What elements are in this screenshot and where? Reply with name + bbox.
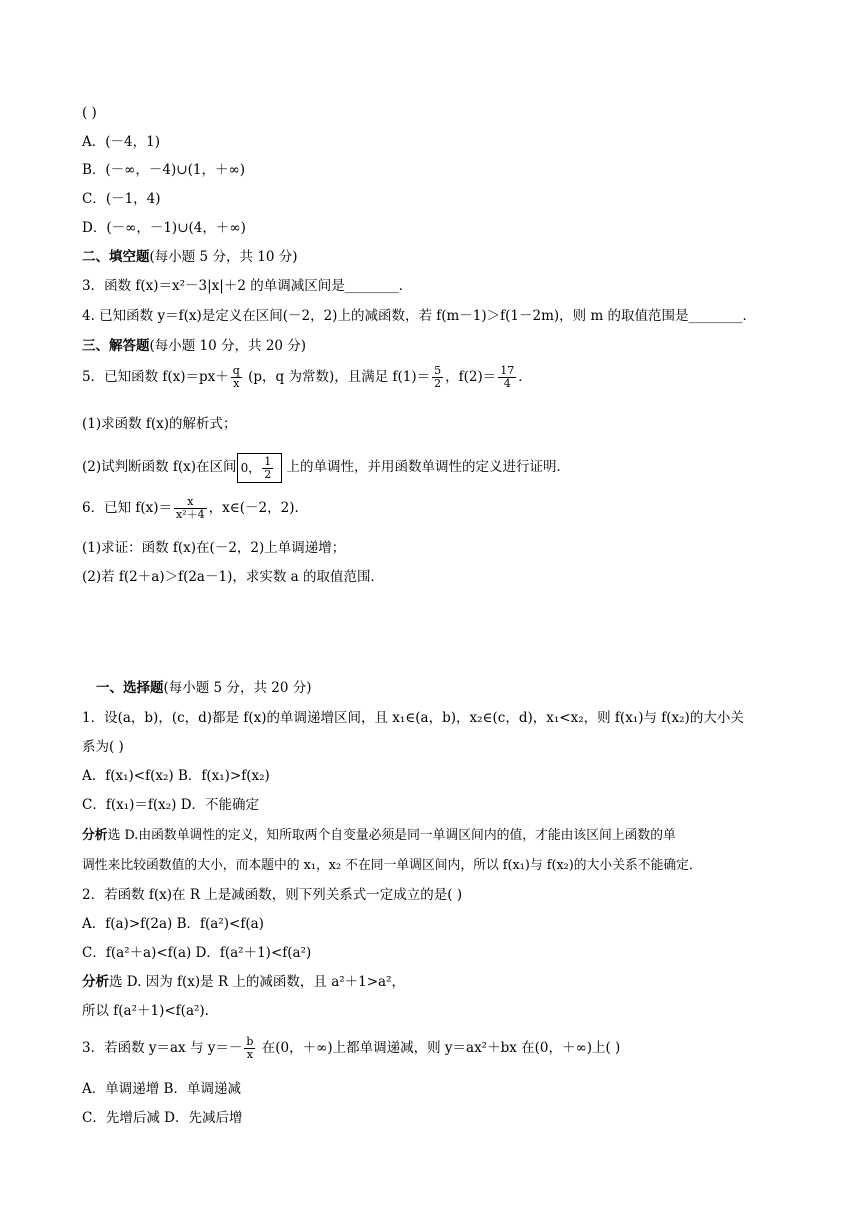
q6-text-b: ，x∈(－2，2). bbox=[208, 500, 299, 516]
b-question-1-line-1: 1．设(a，b)，(c，d)都是 f(x)的单调递增区间，且 x₁∈(a，b)，x₂∈(c，d)，x₁<x₂，则 f(x₁)与 f(x₂)的大小关 bbox=[82, 710, 744, 726]
question-4: 4. 已知函数 y＝f(x)是定义在区间(－2，2)上的减函数，若 f(m－1)＞f(1－2m)，则 m 的取值范围是________． bbox=[82, 308, 757, 324]
question-5-part-2 bbox=[82, 452, 570, 483]
question-6-part-2: (2)若 f(2＋a)＞f(2a－1)，求实数 a 的取值范围． bbox=[82, 569, 384, 585]
b-q3-fraction bbox=[244, 1036, 255, 1061]
b-question-1-options-cd: C．f(x₁)＝f(x₂) D．不能确定 bbox=[82, 797, 260, 813]
q5-text-d: ． bbox=[518, 369, 532, 385]
b-question-2-options-ab: A．f(a)>f(2a) B．f(a²)<f(a) bbox=[82, 916, 264, 932]
q5-f2-den: 4 bbox=[498, 377, 516, 390]
question-5-part-1: (1)求函数 f(x)的解析式； bbox=[82, 416, 237, 432]
b-question-1-line-2: 系为( ) bbox=[82, 739, 124, 755]
q5-2-text-b: 上的单调性，并用函数单调性的定义进行证明． bbox=[282, 459, 570, 475]
section-2-title: 二、填空题 bbox=[82, 249, 150, 265]
analysis-2-line-1 bbox=[82, 973, 405, 991]
b-question-3-options-cd: C．先增后减 D．先减后增 bbox=[82, 1110, 243, 1126]
section-1-note: (每小题 5 分，共 20 分) bbox=[163, 680, 312, 696]
b-question-2: 2．若函数 f(x)在 R 上是减函数，则下列关系式一定成立的是( ) bbox=[82, 887, 463, 903]
question-6-part-1: (1)求证：函数 f(x)在(－2，2)上单调递增； bbox=[82, 540, 346, 556]
q5-2-frac-den: 2 bbox=[264, 467, 272, 481]
option-c: C．(－1，4) bbox=[82, 191, 161, 207]
q5-2-interval bbox=[237, 453, 279, 483]
q5-frac-den: x bbox=[231, 377, 242, 390]
b-question-2-options-cd: C．f(a²＋a)<f(a) D．f(a²＋1)<f(a²) bbox=[82, 945, 312, 961]
question-5 bbox=[82, 364, 532, 390]
q5-fraction-f1 bbox=[432, 365, 443, 390]
question-3: 3．函数 f(x)＝x²－3|x|＋2 的单调减区间是________． bbox=[82, 278, 413, 294]
q5-2-interval-left: 0， bbox=[240, 460, 261, 475]
q5-f1-num: 5 bbox=[434, 364, 442, 377]
section-2-heading bbox=[82, 248, 297, 266]
section-3-title: 三、解答题 bbox=[82, 338, 150, 354]
b-question-1-options-ab: A．f(x₁)<f(x₂) B．f(x₁)>f(x₂) bbox=[82, 768, 270, 784]
section-1-title: 一、选择题 bbox=[96, 680, 164, 696]
analysis-1-text: 选 D.由函数单调性的定义，知所取两个自变量必须是同一单调区间内的值，才能由该区间上函数的单 bbox=[107, 828, 676, 843]
section-2-note: (每小题 5 分，共 10 分) bbox=[149, 249, 298, 265]
q5-f1-den: 2 bbox=[434, 377, 442, 390]
section-3-note: (每小题 10 分，共 20 分) bbox=[149, 338, 307, 354]
section-3-heading bbox=[82, 337, 306, 355]
b-q3-frac-den: x bbox=[244, 1048, 255, 1061]
q5-fraction-f2 bbox=[498, 365, 516, 390]
answer-paren: ( ) bbox=[82, 105, 97, 121]
analysis-2-line-2: 所以 f(a²＋1)<f(a²). bbox=[82, 1003, 209, 1019]
b-question-3 bbox=[82, 1034, 620, 1062]
q6-text-a: 6．已知 f(x)＝ bbox=[82, 500, 173, 516]
option-a: A．(－4，1) bbox=[82, 134, 160, 150]
analysis-1-line-1 bbox=[82, 827, 676, 845]
analysis-2-label: 分析 bbox=[82, 974, 109, 990]
option-d: D．(－∞，－1)∪(4，＋∞) bbox=[82, 220, 246, 236]
q5-text-a: 5．已知函数 f(x)＝px＋ bbox=[82, 369, 229, 385]
q6-frac-den: x²＋4 bbox=[176, 508, 205, 521]
q6-frac-num: x bbox=[187, 495, 194, 508]
b-q3-frac-num: b bbox=[246, 1035, 254, 1048]
analysis-2-text: 选 D. 因为 f(x)是 R 上的减函数，且 a²＋1>a²， bbox=[109, 974, 406, 990]
question-6 bbox=[82, 494, 299, 522]
q5-f2-num: 17 bbox=[500, 364, 515, 377]
q5-2-text-a: (2)试判断函数 f(x)在区间 bbox=[82, 459, 237, 475]
option-b: B．(－∞，－4)∪(1，＋∞) bbox=[82, 162, 245, 178]
section-1-heading bbox=[96, 679, 311, 697]
analysis-1-label: 分析 bbox=[82, 828, 108, 843]
q5-text-c: ，f(2)＝ bbox=[445, 369, 497, 385]
q5-fraction-q-x bbox=[231, 365, 242, 390]
q5-text-b: (p，q 为常数)，且满足 f(1)＝ bbox=[243, 369, 431, 385]
analysis-1-line-2: 调性来比较函数值的大小，而本题中的 x₁，x₂ 不在同一单调区间内，所以 f(x₁)与 f(x₂)的大小关系不能确定． bbox=[82, 858, 702, 873]
q5-2-fraction bbox=[262, 456, 273, 481]
b-question-3-options-ab: A．单调递增 B．单调递减 bbox=[82, 1081, 241, 1097]
b-q3-text-a: 3．若函数 y＝ax 与 y＝－ bbox=[82, 1040, 243, 1056]
q6-fraction bbox=[174, 496, 207, 521]
b-q3-text-b: 在(0，＋∞)上都单调递减，则 y＝ax²＋bx 在(0，＋∞)上( ) bbox=[257, 1040, 621, 1056]
q5-frac-num: q bbox=[232, 364, 240, 377]
q5-2-frac-num: 1 bbox=[264, 454, 272, 468]
